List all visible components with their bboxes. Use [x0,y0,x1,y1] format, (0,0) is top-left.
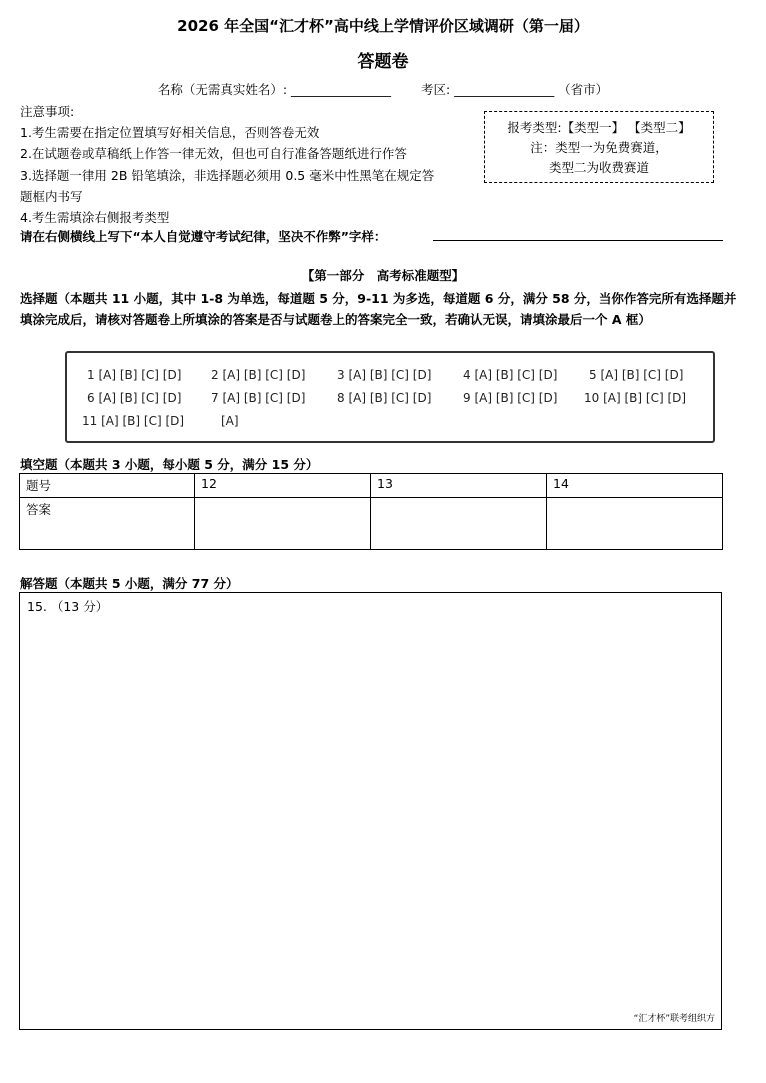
mc-question-7[interactable]: 7 [A] [B] [C] [D] [211,391,306,405]
mc-question-5[interactable]: 5 [A] [B] [C] [D] [589,368,684,382]
note-item: 4.考生需填涂右侧报考类型 [20,210,170,226]
mc-question-11[interactable]: 11 [A] [B] [C] [D] [82,414,185,428]
mc-question-8[interactable]: 8 [A] [B] [C] [D] [337,391,432,405]
notes-section [20,101,480,228]
name-field[interactable]: ________________ [291,82,392,97]
page-subtitle: 答题卷 [357,52,409,72]
note-item: 2.在试题卷或草稿纸上作答一律无效，但也可自行准备答题纸进行作答 [20,146,407,162]
info-fields [0,80,766,98]
answer-cell-13[interactable] [371,498,547,550]
exam-type-options[interactable]: 报考类型:【类型一】 【类型二】 [507,120,691,135]
pledge-instruction: 请在右侧横线上写下“本人自觉遵守考试纪律，坚决不作弊”字样： [20,229,387,244]
region-suffix: （省市） [558,82,609,97]
mc-confirm-box[interactable]: [A] [221,414,239,428]
table-header-cell: 题号 [20,474,195,498]
exam-type-box[interactable] [484,111,714,183]
fill-in-heading: 填空题（本题共 3 小题，每小题 5 分，满分 15 分） [20,457,319,472]
mc-description: 选择题（本题共 11 小题，其中 1-8 为单选，每道题 5 分，9-11 为多选，每道题 6 分，满分 58 分，当你作答完所有选择题并填涂完成后，请核对答题卷上所填涂的答案是否与试题卷上的答案完全一致，若确认无误，请填涂最后一个 A 框） [20,291,737,327]
mc-question-10[interactable]: 10 [A] [B] [C] [D] [584,391,687,405]
exam-type-note-2: 类型二为收费赛道 [548,160,649,175]
table-header-cell: 12 [195,474,371,498]
mc-question-4[interactable]: 4 [A] [B] [C] [D] [463,368,558,382]
mc-question-3[interactable]: 3 [A] [B] [C] [D] [337,368,432,382]
mc-answer-box [65,351,715,443]
note-item: 1.考生需要在指定位置填写好相关信息，否则答卷无效 [20,125,320,141]
note-item: 题框内书写 [20,188,83,204]
answer-label-cell: 答案 [20,498,195,550]
fill-in-table [19,473,723,550]
part1-title: 【第一部分 高考标准题型】 [301,268,465,283]
mc-question-2[interactable]: 2 [A] [B] [C] [D] [211,368,306,382]
solution-answer-box[interactable] [19,592,722,1030]
mc-question-6[interactable]: 6 [A] [B] [C] [D] [87,391,182,405]
answer-cell-14[interactable] [547,498,723,550]
name-label: 名称（无需真实姓名）: [157,82,288,97]
note-item: 3.选择题一律用 2B 铅笔填涂，非选择题必须用 0.5 毫米中性黑笔在规定答 [20,167,435,183]
mc-question-1[interactable]: 1 [A] [B] [C] [D] [87,368,182,382]
notes-heading: 注意事项: [20,104,75,119]
table-row [20,474,723,498]
table-header-cell: 14 [547,474,723,498]
page-title: 2026 年全国“汇才杯”高中线上学情评价区域调研（第一届） [177,17,589,35]
exam-type-note-1: 注：类型一为免费赛道， [530,140,668,155]
organizer-label: “汇才杯”联考组织方 [633,1014,715,1024]
mc-question-9[interactable]: 9 [A] [B] [C] [D] [463,391,558,405]
table-header-cell: 13 [371,474,547,498]
solutions-heading: 解答题（本题共 5 小题，满分 77 分） [20,576,239,591]
region-label: 考区: [420,82,451,97]
table-row [20,498,723,550]
region-field[interactable]: ________________ [454,82,555,97]
answer-cell-12[interactable] [195,498,371,550]
pledge-write-line[interactable] [433,240,723,241]
question-15-label: 15. （13 分） [27,599,109,614]
